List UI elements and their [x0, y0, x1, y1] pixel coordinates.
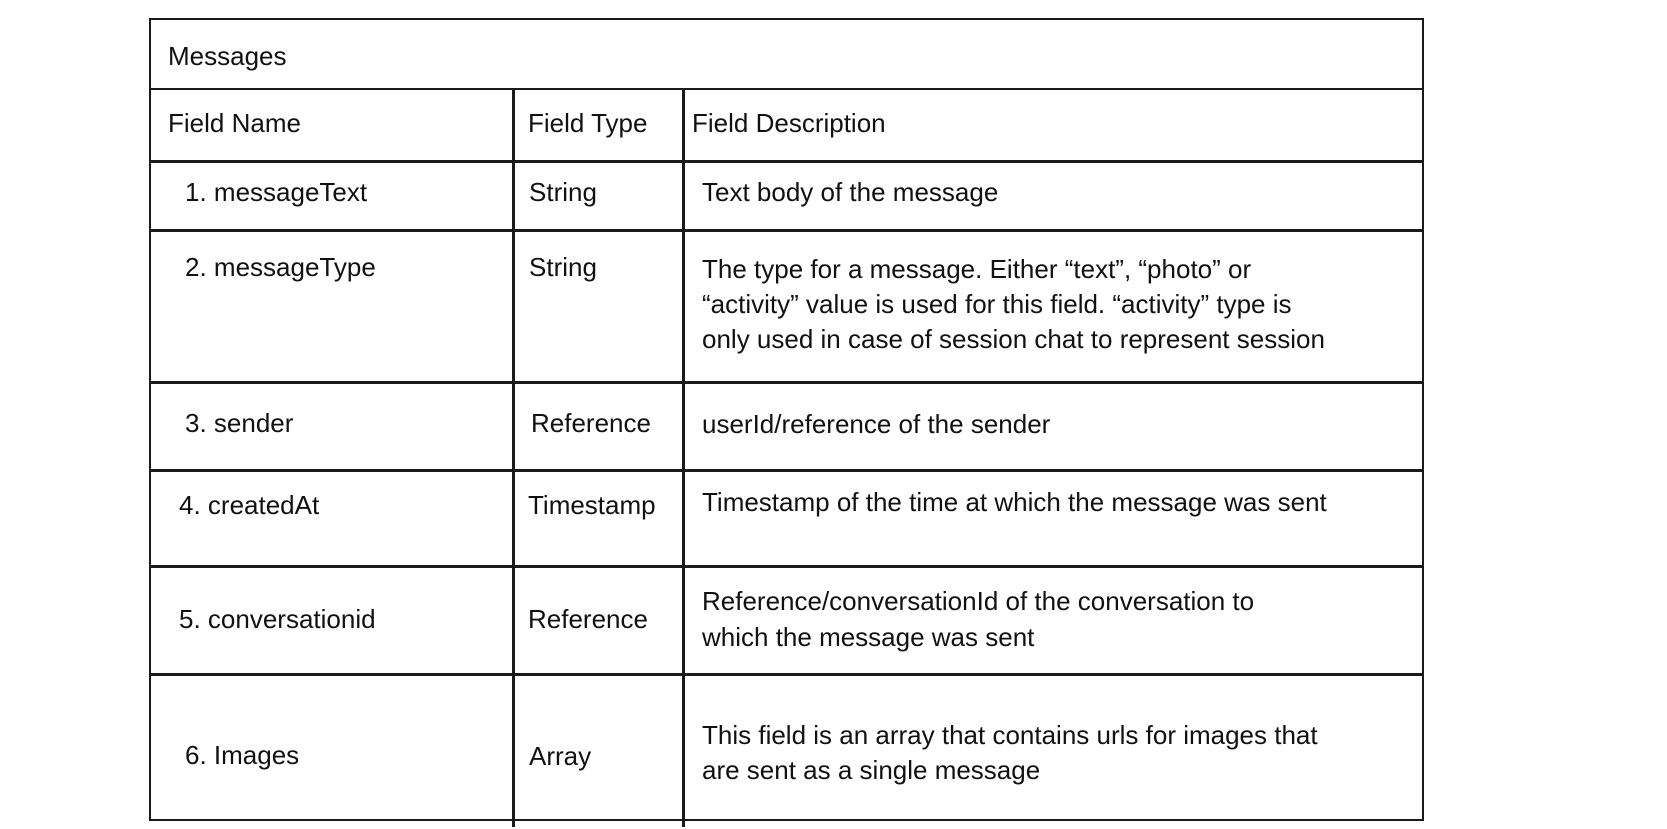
row-divider	[151, 673, 1422, 676]
row-6-field-name: 6. Images	[185, 740, 300, 770]
row-2-field-description-line-2: “activity” value is used for this field. “activity” type is	[702, 289, 1292, 319]
row-3-field-type: Reference	[531, 408, 651, 438]
row-1-field-description: Text body of the message	[702, 177, 999, 207]
row-6-field-description-line-1: This field is an array that contains urls for images that	[702, 720, 1318, 750]
row-5-field-name: 5. conversationid	[179, 604, 376, 634]
header-field-type: Field Type	[528, 108, 648, 138]
column-divider	[682, 90, 685, 827]
row-divider	[151, 469, 1422, 472]
table-title-row	[151, 20, 1422, 90]
row-5-field-type: Reference	[528, 604, 648, 634]
row-4-field-description: Timestamp of the time at which the message was sent	[702, 487, 1327, 517]
row-5-field-description-line-1: Reference/conversationId of the conversation to	[702, 586, 1255, 616]
row-2-field-description-line-1: The type for a message. Either “text”, “photo” or	[702, 254, 1252, 284]
row-divider	[151, 381, 1422, 384]
row-2-field-type: String	[529, 252, 597, 282]
table-title: Messages	[168, 41, 287, 71]
row-1-field-type: String	[529, 177, 597, 207]
row-6-field-type: Array	[529, 741, 592, 771]
row-3-field-description: userId/reference of the sender	[702, 409, 1051, 439]
row-1-field-name: 1. messageText	[185, 177, 368, 207]
row-6-field-description-line-2: are sent as a single message	[702, 755, 1041, 785]
row-2-field-description-line-3: only used in case of session chat to represent session	[702, 324, 1325, 354]
header-field-name: Field Name	[168, 108, 301, 138]
row-divider	[151, 160, 1422, 163]
row-divider	[151, 565, 1422, 568]
header-field-description: Field Description	[692, 108, 886, 138]
row-divider	[151, 229, 1422, 232]
column-divider	[512, 90, 515, 827]
row-5-field-description-line-2: which the message was sent	[702, 622, 1035, 652]
row-2-field-name: 2. messageType	[185, 252, 376, 282]
row-4-field-type: Timestamp	[528, 490, 656, 520]
row-4-field-name: 4. createdAt	[179, 490, 320, 520]
messages-table	[149, 18, 1424, 821]
row-3-field-name: 3. sender	[185, 408, 294, 438]
